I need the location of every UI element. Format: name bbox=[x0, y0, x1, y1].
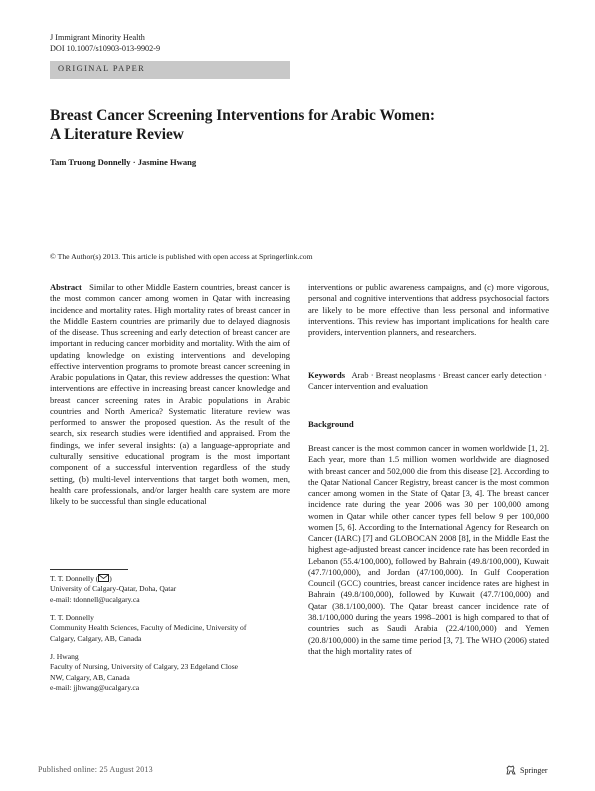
abstract-continuation bbox=[308, 282, 549, 338]
affiliation-author: T. T. Donnelly bbox=[50, 613, 94, 622]
affiliation-author: T. T. Donnelly ( bbox=[50, 574, 99, 583]
affiliation-author: J. Hwang bbox=[50, 652, 79, 661]
affiliation-3 bbox=[50, 652, 290, 693]
envelope-icon bbox=[98, 574, 109, 582]
published-online-date: Published online: 25 August 2013 bbox=[38, 765, 153, 774]
affiliation-email: e-mail: jjhwang@ucalgary.ca bbox=[50, 682, 140, 692]
affiliation-line: Calgary, Calgary, AB, Canada bbox=[50, 633, 142, 643]
publisher-name: Springer bbox=[520, 765, 548, 775]
affiliation-line: Community Health Sciences, Faculty of Medicine, University of bbox=[50, 623, 247, 633]
journal-name: J Immigrant Minority Health bbox=[50, 33, 145, 42]
affiliation-line: University of Calgary-Qatar, Doha, Qatar bbox=[50, 584, 177, 594]
abstract bbox=[50, 282, 290, 507]
abstract-label: Abstract bbox=[50, 282, 82, 292]
affiliation-line: NW, Calgary, AB, Canada bbox=[50, 672, 130, 682]
affiliation-2 bbox=[50, 613, 290, 644]
article-title bbox=[50, 106, 550, 144]
doi: DOI 10.1007/s10903-013-9902-9 bbox=[50, 44, 161, 53]
copyright-notice: © The Author(s) 2013. This article is published with open access at Springerlink.com bbox=[50, 252, 313, 261]
abstract-continuation-text: interventions or public awareness campaigns, and (c) more vigorous, personal and cognitive interventions that address psychosocial factors are likely to be more effective than less personal and informative interventions. This review has important implications for health care providers, intervention planners, and researchers. bbox=[308, 282, 549, 338]
keywords-text: Arab · Breast neoplasms · Breast cancer early detection · Cancer intervention and evaluation bbox=[308, 370, 547, 392]
affiliation-1 bbox=[50, 574, 290, 605]
section-heading-background: Background bbox=[308, 419, 354, 429]
publisher-logo bbox=[505, 765, 548, 775]
background-text: Breast cancer is the most common cancer in women worldwide [1, 2]. Each year, more than 1.5 million women worldwide are diagnosed with breast cancer and 502,000 die from this disease [2]. According to the Qatar National Cancer Registry, breast cancer is the most common cancer among women in the State of Qatar [3, 4]. The breast cancer incidence rate during the year 2006 was 30 per 100,000 among women in Qatar while other cancer types fell below 9 per 100,000 women [5, 6]. According to the International Agency for Research on Cancer (IARC) [7] and GLOBOCAN 2008 [8], in the Middle East the highest age-adjusted breast cancer incidence rate has been recorded in Lebanon (55.4/100,000), followed by Bahrain (49.8/100,000), Kuwait (47.7/100,000), and Jordan (47/100,000). In Gulf Cooperation Council (GCC) countries, breast cancer incidence rates are highest in Bahrain (49.8/100,000), followed by Kuwait (47.7/100,000) and Qatar (38.1/100,000). The Qatar breast cancer incidence rate of 38.1/100,000 during the years 1998–2001 is high compared to that of countries such as Saudi Arabia (22.4/100,000) and Yemen (20.8/100,000) in the same time period [3, 7]. The WHO (2006) stated that the high mortality rates of bbox=[308, 443, 549, 656]
affiliation-email: e-mail: tdonnell@ucalgary.ca bbox=[50, 594, 140, 604]
article-type-banner bbox=[50, 61, 290, 79]
background-body bbox=[308, 443, 549, 657]
abstract-text: Similar to other Middle Eastern countries, breast cancer is the most common cancer among women in Qatar with increasing incidence and mortality rates. High mortality rates of breast cancer in the Middle Eastern countries are primarily due to delayed diagnosis of the disease. Thus screening and early detection of breast cancer are important in reducing cancer morbidity and mortality. With the aim of updating knowledge on existing interventions and developing effective intervention programs to promote breast cancer screening in Arabic populations in Qatar, this review addresses the question: What interventions are effective in increasing breast cancer knowledge and breast cancer screening rates in Arabic populations in Arabic countries and North America? Systematic literature review was performed to answer the proposed question. As the result of the search, six research studies were identified and appraised. From the findings, we infer several insights: (a) a language-appropriate and culturally sensitive educational program is the most important component of a successful intervention regardless of the study setting, (b) multi-level interventions that target both women, men, health care professionals, and/or larger health care system are more likely to be successful than single educational bbox=[50, 282, 290, 507]
title-line: A Literature Review bbox=[50, 126, 184, 143]
title-line: Breast Cancer Screening Interventions for Arabic Women: bbox=[50, 107, 436, 124]
article-type-label: ORIGINAL PAPER bbox=[58, 64, 146, 73]
keywords-label: Keywords bbox=[308, 370, 346, 380]
springer-horse-icon bbox=[505, 765, 517, 775]
authors: Tam Truong Donnelly · Jasmine Hwang bbox=[50, 157, 197, 167]
affiliation-line: Faculty of Nursing, University of Calgary, 23 Edgeland Close bbox=[50, 662, 239, 672]
keywords bbox=[308, 370, 549, 393]
footnote-rule bbox=[50, 569, 128, 570]
affiliation-author-suffix: ) bbox=[109, 574, 112, 583]
